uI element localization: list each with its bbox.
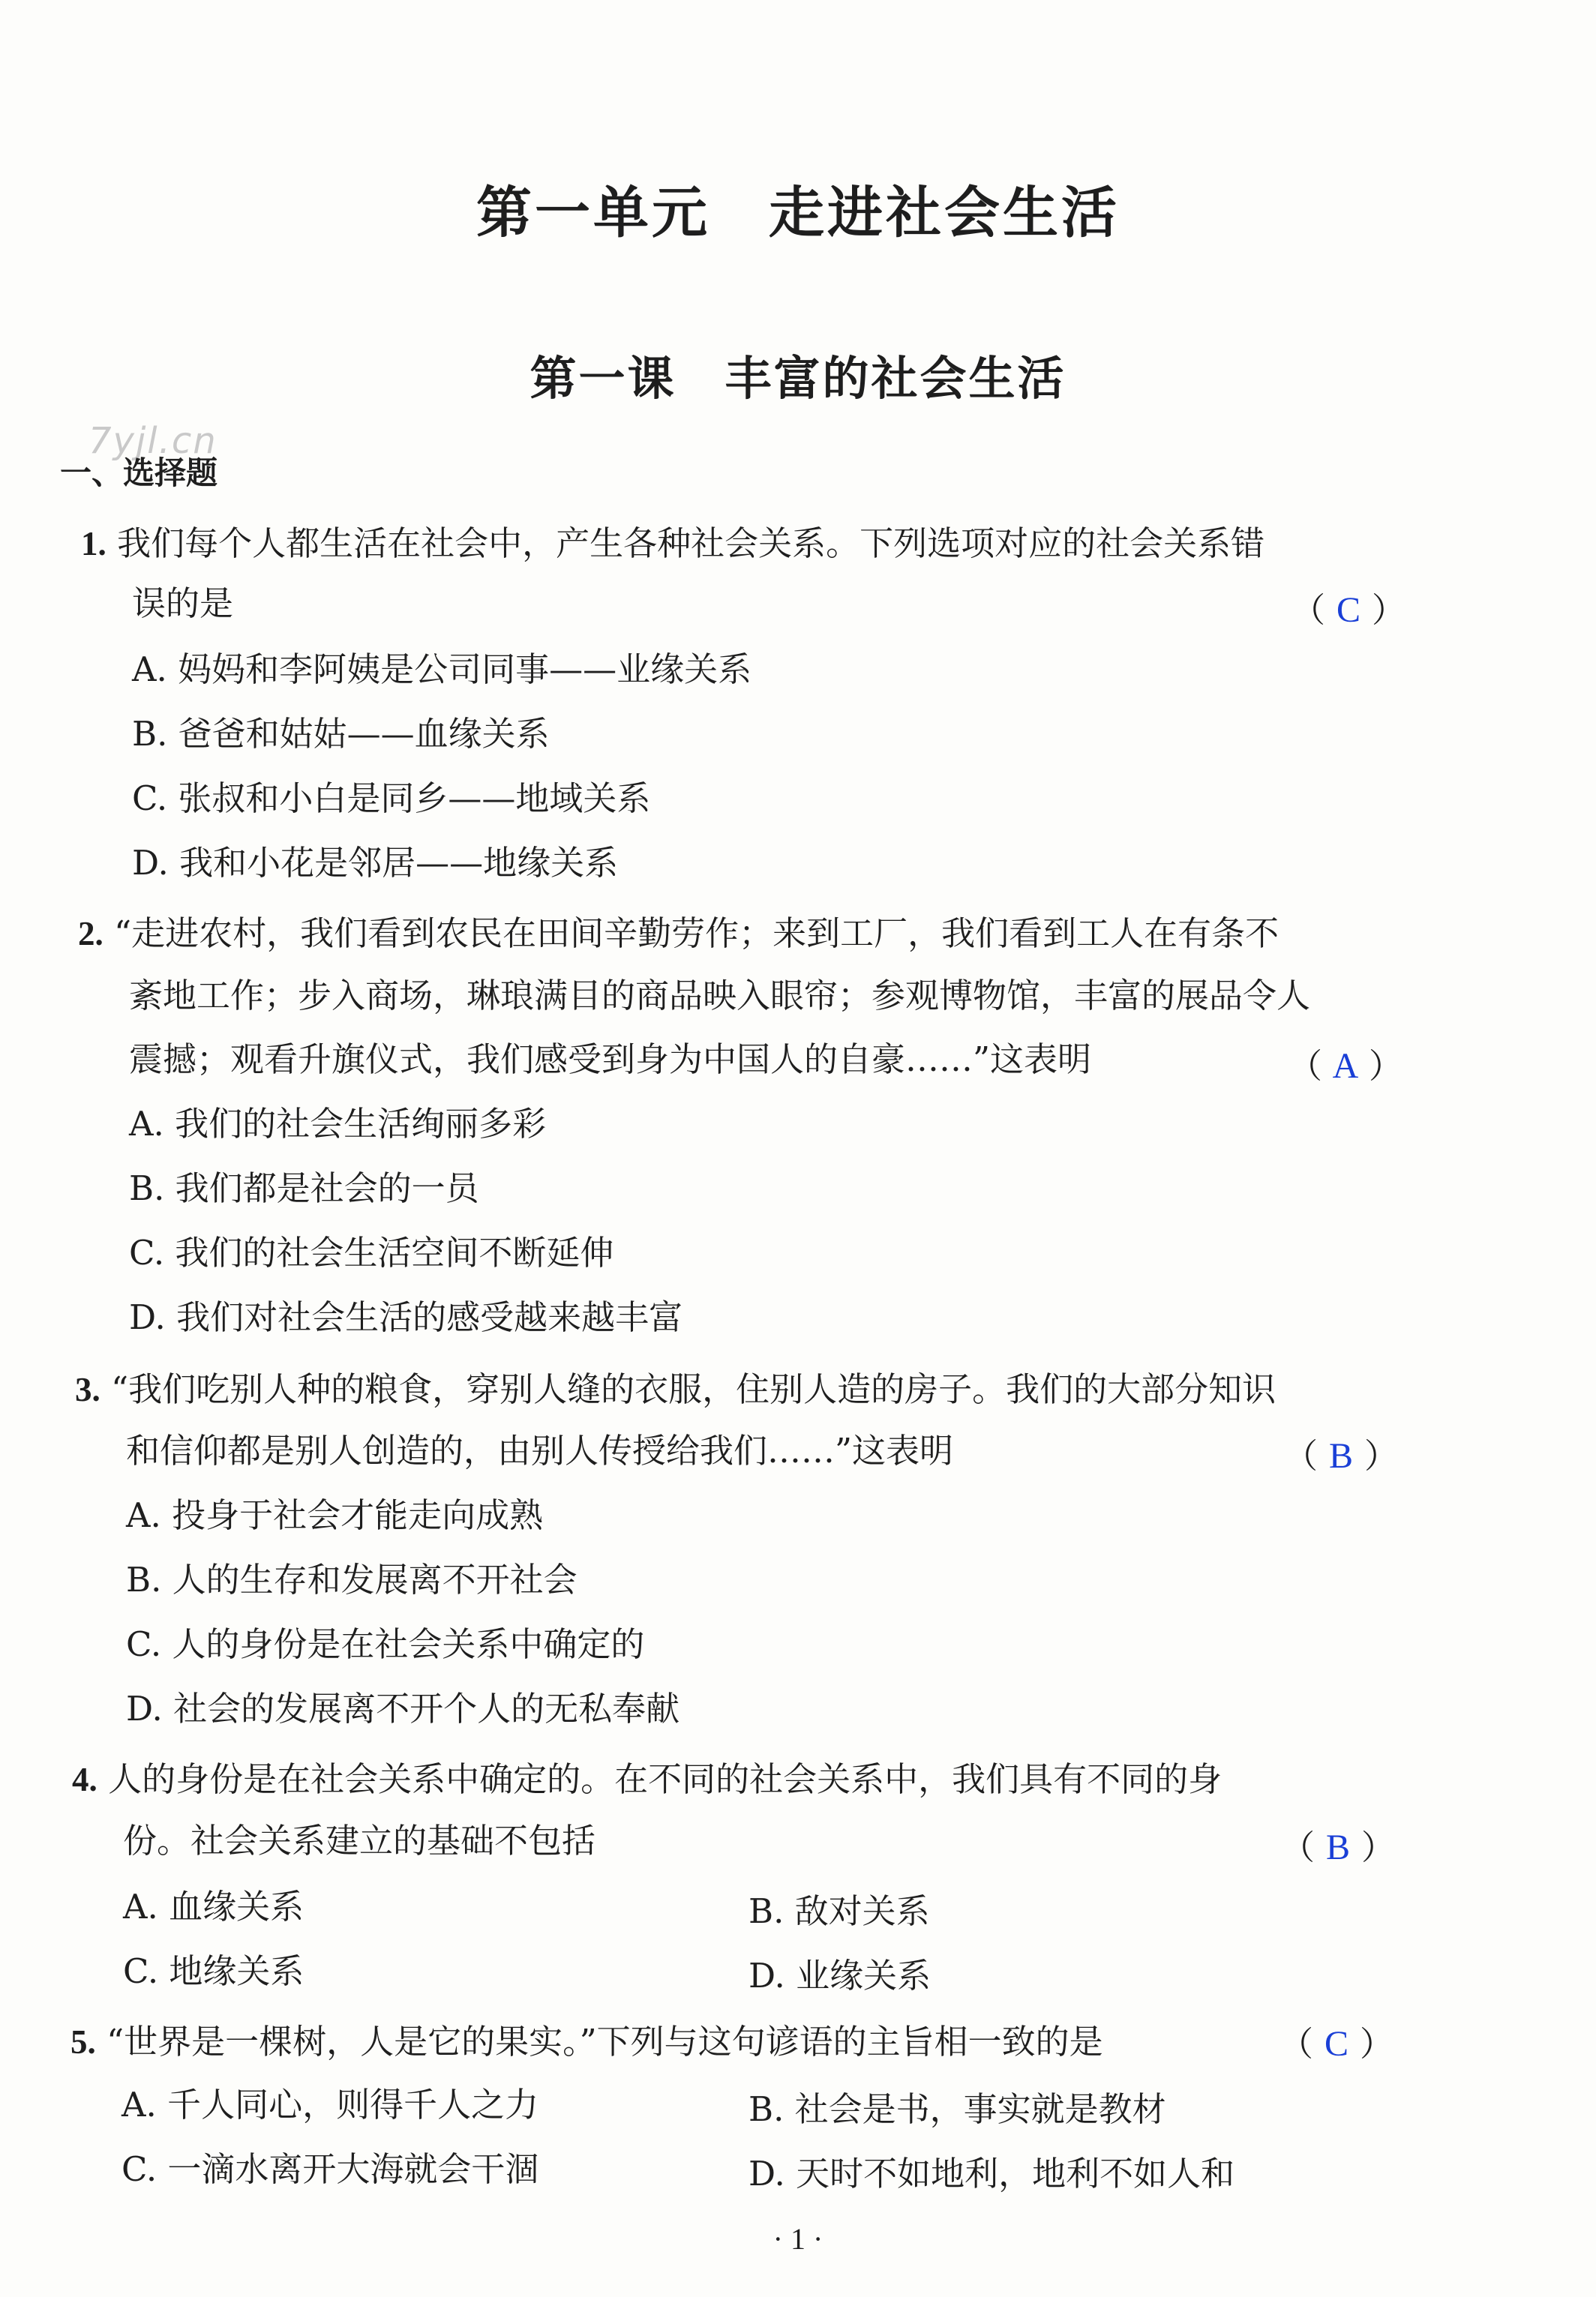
bracket-open: （ <box>1292 592 1326 629</box>
option-d: D. 我们对社会生活的感受越来越丰富 <box>129 1297 683 1337</box>
question-text: “我们吃别人种的粮食，穿别人缝的衣服，住别人造的房子。我们的大部分知识 <box>111 1369 1276 1409</box>
bracket-close: ） <box>1364 1438 1399 1475</box>
option-b: B. 我们都是社会的一员 <box>129 1168 479 1208</box>
answer-c: C <box>1324 2024 1349 2064</box>
answer-bracket <box>1284 1438 1398 1474</box>
option-c: C. 我们的社会生活空间不断延伸 <box>129 1233 614 1273</box>
option-c: C. 地缘关系 <box>123 1951 304 1991</box>
bracket-open: （ <box>1281 1829 1316 1867</box>
option-d: D. 天时不如地利，地利不如人和 <box>748 2154 1235 2194</box>
option-d: D. 业缘关系 <box>748 1956 932 1996</box>
question-5-line-1 <box>70 2022 1103 2062</box>
question-text: 人的身份是在社会关系中确定的。在不同的社会关系中，我们具有不同的身 <box>108 1759 1222 1799</box>
question-number: 5. <box>70 2023 96 2061</box>
option-c: C. 一滴水离开大海就会干涸 <box>122 2149 539 2189</box>
option-a: A. 血缘关系 <box>123 1887 304 1927</box>
page-number: · 1 · <box>772 2222 824 2256</box>
option-d: D. 我和小花是邻居——地缘关系 <box>132 843 619 883</box>
question-3-line-1 <box>75 1369 1276 1409</box>
question-4-line-1 <box>72 1759 1222 1799</box>
question-text: “世界是一棵树，人是它的果实。”下列与这句谚语的主旨相一致的是 <box>106 2022 1103 2062</box>
question-1-line-1 <box>81 523 1265 563</box>
option-b: B. 人的生存和发展离不开社会 <box>126 1560 578 1600</box>
answer-bracket <box>1292 592 1406 628</box>
bracket-open: （ <box>1288 1048 1323 1085</box>
bracket-open: （ <box>1284 1438 1318 1475</box>
question-number: 2. <box>78 915 104 952</box>
question-number: 3. <box>75 1371 100 1408</box>
bracket-close: ） <box>1369 1048 1403 1085</box>
watermark: 7yjl.cn <box>88 420 218 462</box>
question-text: “走进农村，我们看到农民在田间辛勤劳作；来到工厂，我们看到工人在有条不 <box>114 913 1280 953</box>
answer-b: B <box>1329 1436 1354 1476</box>
answer-bracket <box>1280 2026 1394 2062</box>
option-a: A. 千人同心，则得千人之力 <box>122 2085 539 2125</box>
lesson-title: 第一课 丰富的社会生活 <box>530 351 1066 406</box>
section-title: 一、选择题 <box>60 454 218 491</box>
question-2-line-2: 紊地工作；步入商场，琳琅满目的商品映入眼帘；参观博物馆，丰富的展品令人 <box>129 976 1311 1015</box>
bracket-open: （ <box>1280 2026 1314 2063</box>
question-3-line-2: 和信仰都是别人创造的，由别人传授给我们……”这表明 <box>126 1431 954 1471</box>
answer-bracket <box>1288 1048 1402 1084</box>
unit-title: 第一单元 走进社会生活 <box>476 181 1120 245</box>
option-a: A. 投身于社会才能走向成熟 <box>126 1495 544 1535</box>
question-number: 4. <box>72 1761 98 1798</box>
question-number: 1. <box>81 525 106 562</box>
answer-c: C <box>1336 590 1361 630</box>
option-b: B. 社会是书，事实就是教材 <box>748 2089 1166 2129</box>
bracket-close: ） <box>1360 2026 1394 2063</box>
bracket-close: ） <box>1361 1829 1396 1867</box>
question-1-line-2: 误的是 <box>132 583 234 623</box>
answer-a: A <box>1332 1046 1359 1086</box>
question-2-line-3: 震撼；观看升旗仪式，我们感受到身为中国人的自豪……”这表明 <box>129 1039 1092 1079</box>
question-4-line-2: 份。社会关系建立的基础不包括 <box>123 1821 596 1861</box>
answer-bracket <box>1281 1830 1395 1866</box>
option-b: B. 敌对关系 <box>748 1891 930 1931</box>
bracket-close: ） <box>1372 592 1406 629</box>
option-c: C. 人的身份是在社会关系中确定的 <box>126 1624 645 1664</box>
option-b: B. 爸爸和姑姑——血缘关系 <box>132 714 550 754</box>
option-a: A. 我们的社会生活绚丽多彩 <box>129 1104 547 1144</box>
question-text: 我们每个人都生活在社会中，产生各种社会关系。下列选项对应的社会关系错 <box>117 523 1265 563</box>
question-2-line-1 <box>78 913 1280 953</box>
option-d: D. 社会的发展离不开个人的无私奉献 <box>126 1689 680 1729</box>
answer-b: B <box>1326 1828 1351 1867</box>
option-c: C. 张叔和小白是同乡——地域关系 <box>132 778 651 818</box>
option-a: A. 妈妈和李阿姨是公司同事——业缘关系 <box>132 649 752 689</box>
